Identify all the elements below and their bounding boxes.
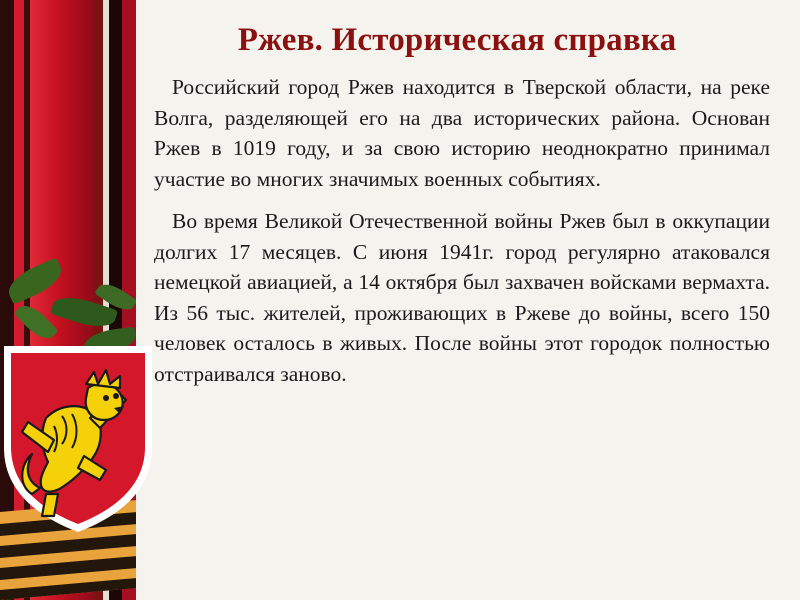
page-title: Ржев. Историческая справка — [237, 22, 677, 58]
paragraph-2: Во время Великой Отечественной войны Ржев был в оккупации долгих 17 месяцев. С июня 1941г. город регулярно атаковался немецкой авиацией, а 14 октября был захвачен войсками вермахта. Из 56 тыс. жителей, проживающих в Ржеве до войны, всего 150 человек осталось в живых. После войны этот городок полностью отстраивался заново. — [154, 209, 770, 386]
ribbon-stripe-2 — [0, 532, 136, 559]
slide-content — [136, 0, 800, 600]
paragraph-1: Российский город Ржев находится в Тверской области, на реке Волга, разделяющей его на два исторических района. Основан Ржев в 1019 году, и за свою историю неоднократно принимал участие во многих значимых военных событиях. — [154, 75, 770, 191]
body-text — [136, 58, 800, 389]
ribbon-stripe-3 — [0, 554, 136, 581]
rzhev-coat-of-arms — [2, 344, 154, 534]
